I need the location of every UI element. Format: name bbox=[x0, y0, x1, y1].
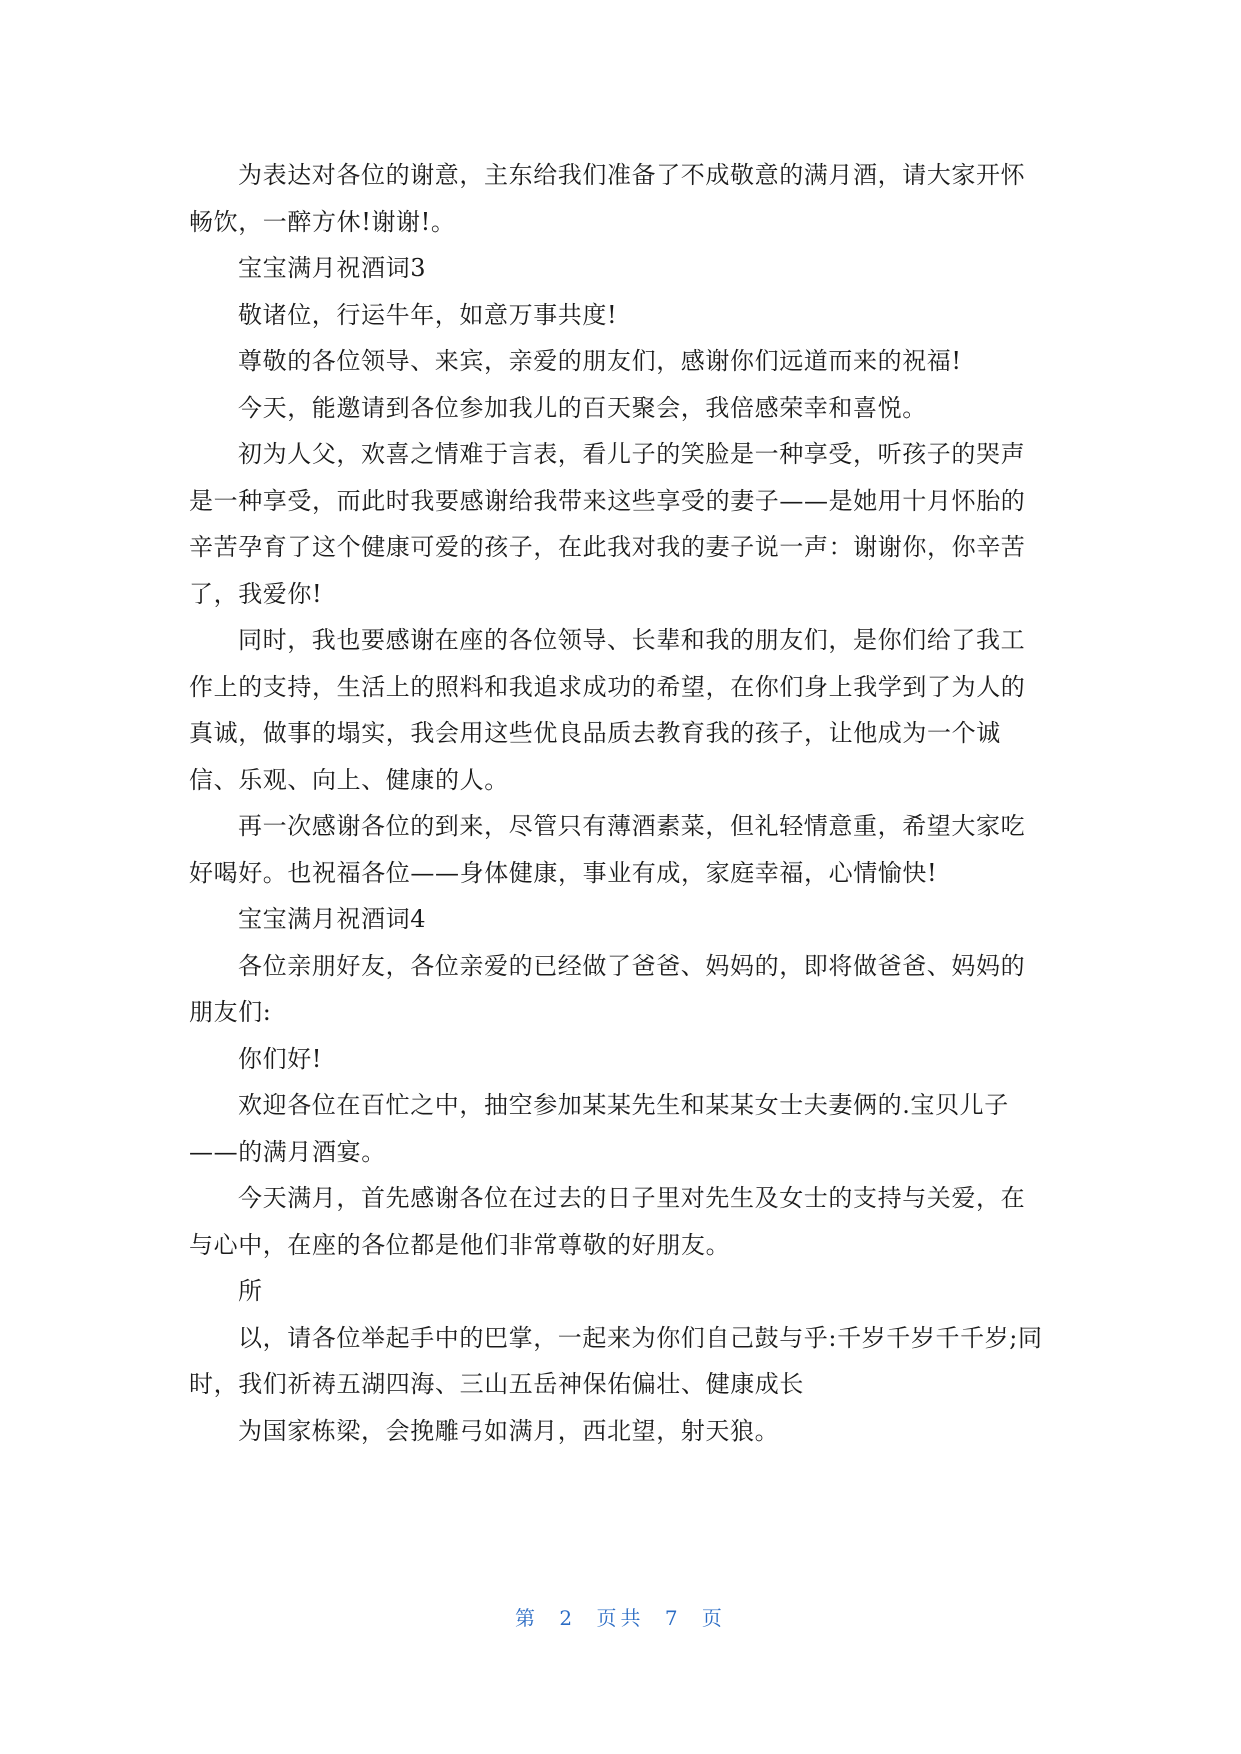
paragraph: 你们好! bbox=[238, 1044, 323, 1073]
paragraph: 初为人父，欢喜之情难于言表，看儿子的笑脸是一种享受，听孩子的哭声是一种享受，而此时我要感谢给我带来这些享受的妻子——是她用十月怀胎的辛苦孕育了这个健康可爱的孩子，在此我对我的妻子说一声：谢谢你，你辛苦了，我爱你! bbox=[189, 440, 1026, 608]
paragraph: 敬诸位，行运牛年，如意万事共度! bbox=[238, 300, 618, 329]
paragraph: 今天满月，首先感谢各位在过去的日子里对先生及女士的支持与关爱，在与心中，在座的各位都是他们非常尊敬的好朋友。 bbox=[189, 1184, 1026, 1259]
paragraph: 同时，我也要感谢在座的各位领导、长辈和我的朋友们，是你们给了我工作上的支持，生活上的照料和我追求成功的希望，在你们身上我学到了为人的真诚，做事的塌实，我会用这些优良品质去教育我的孩子，让他成为一个诚信、乐观、向上、健康的人。 bbox=[189, 626, 1026, 794]
section-heading: 宝宝满月祝酒词3 bbox=[238, 254, 427, 282]
paragraph: 为表达对各位的谢意，主东给我们准备了不成敬意的满月酒，请大家开怀畅饮，一醉方休!谢谢!。 bbox=[189, 161, 1026, 236]
paragraph: 欢迎各位在百忙之中，抽空参加某某先生和某某女士夫妻俩的.宝贝儿子——的满月酒宴。 bbox=[189, 1091, 1009, 1166]
paragraph: 以，请各位举起手中的巴掌，一起来为你们自己鼓与乎:千岁千岁千千岁;同时，我们祈祷五湖四海、三山五岳神保佑偏壮、健康成长 bbox=[189, 1323, 1043, 1398]
document-body bbox=[189, 152, 1049, 1454]
paragraph: 今天，能邀请到各位参加我儿的百天聚会，我倍感荣幸和喜悦。 bbox=[238, 393, 927, 422]
paragraph: 尊敬的各位领导、来宾，亲爱的朋友们，感谢你们远道而来的祝福! bbox=[238, 347, 962, 375]
paragraph: 为国家栋梁，会挽雕弓如满月，西北望，射天狼。 bbox=[238, 1416, 780, 1445]
page-number-footer: 第 2 页共 7 页 bbox=[515, 1606, 726, 1630]
paragraph: 所 bbox=[238, 1277, 263, 1305]
paragraph: 各位亲朋好友，各位亲爱的已经做了爸爸、妈妈的，即将做爸爸、妈妈的朋友们: bbox=[189, 951, 1026, 1026]
paragraph: 再一次感谢各位的到来，尽管只有薄酒素菜，但礼轻情意重，希望大家吃好喝好。也祝福各位——身体健康，事业有成，家庭幸福，心情愉快! bbox=[189, 812, 1026, 887]
section-heading: 宝宝满月祝酒词4 bbox=[238, 905, 427, 933]
